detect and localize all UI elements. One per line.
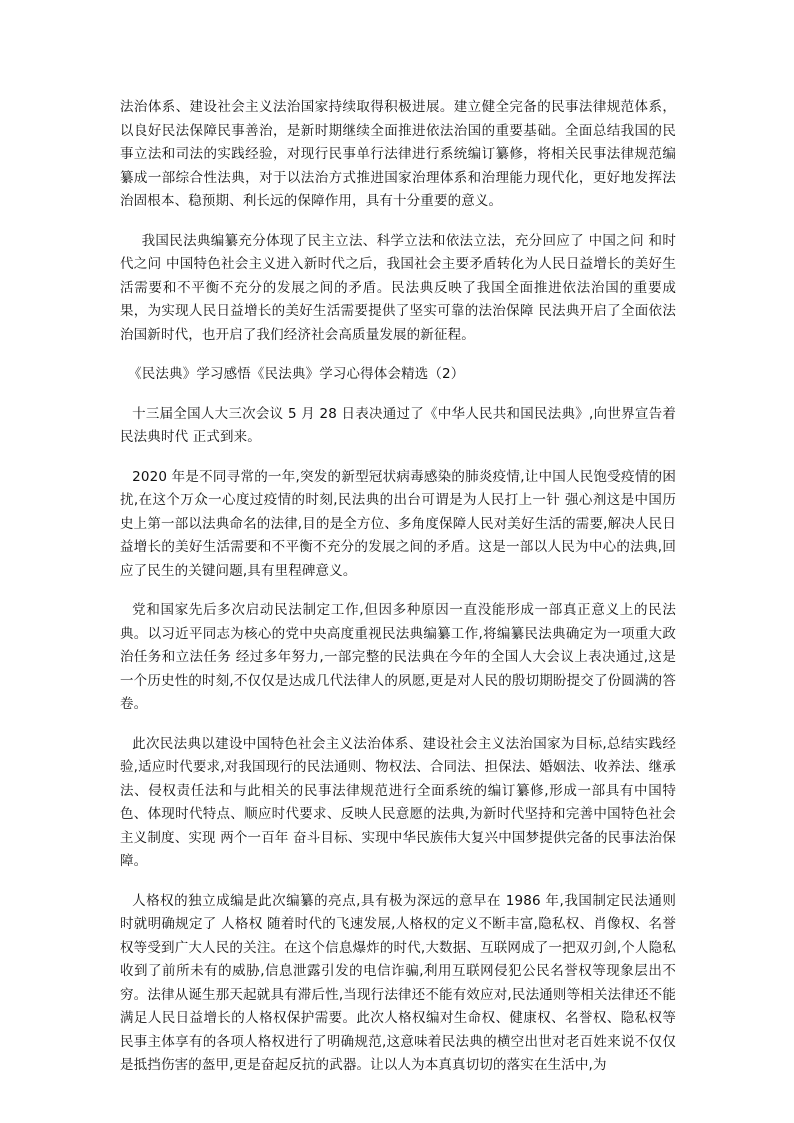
paragraph-adoption: 十三届全国人大三次会议 5 月 28 日表决通过了《中华人民共和国民法典》,向世界宣告着民法典时代 正式到来。 bbox=[120, 405, 676, 445]
paragraph-2020: 2020 年是不同寻常的一年,突发的新型冠状病毒感染的肺炎疫情,让中国人民饱受疫情的困扰,在这个万众一心度过疫情的时刻,民法典的出台可谓是为人民打上一针 强心剂这是中国历史上第一部以法典命名的法律,目的是全方位、多角度保障人民对美好生活的需要,解决人民日益增长的美好生活需要和不平衡不充分的发展之间的矛盾。这是一部以人民为中心的法典,回应了民生的关键问题,具有里程碑意义。 bbox=[120, 468, 676, 579]
paragraph-party-and-state: 党和国家先后多次启动民法制定工作,但因多种原因一直没能形成一部真正意义上的民法典。以习近平同志为核心的党中央高度重视民法典编纂工作,将编纂民法典确定为一项重大政治任务和立法任务 经过多年努力,一部完整的民法典在今年的全国人大会议上表决通过,这是一个历史性的时刻,不仅仅是达成几代法律人的夙愿,更是对人民的殷切期盼提交了份圆满的答卷。 bbox=[120, 602, 676, 712]
paragraph-democratic-legislation: 我国民法典编纂充分体现了民主立法、科学立法和依法立法，充分回应了 中国之问 和时代之问 中国特色社会主义进入新时代之后，我国社会主要矛盾转化为人民日益增长的美好生活需要和不平衡不充分的发展之间的矛盾。民法典反映了我国全面推进依法治国的重要成果，为实现人民日益增长的美好生活需要提供了坚实可靠的法治保障 民法典开启了全面依法治国新时代，也开启了我们经济社会高质量发展的新征程。 bbox=[120, 232, 676, 343]
paragraph-intro-continued: 法治体系、建设社会主义法治国家持续取得积极进展。建立健全完备的民事法律规范体系，以良好民法保障民事善治，是新时期继续全面推进依法治国的重要基础。全面总结我国的民事立法和司法的实践经验，对现行民事单行法律进行系统编订纂修，将相关民事法律规范编纂成一部综合性法典，对于以法治方式推进国家治理体系和治理能力现代化，更好地发挥法治固根本、稳预期、利长远的保障作用，具有十分重要的意义。 bbox=[120, 99, 676, 209]
paragraph-personality-rights: 人格权的独立成编是此次编纂的亮点,具有极为深远的意早在 1986 年,我国制定民法通则时就明确规定了 人格权 随着时代的飞速发展,人格权的定义不断丰富,隐私权、肖像权、名誉权等受到广大人民的关注。在这个信息爆炸的时代,大数据、互联网成了一把双刃剑,个人隐私收到了前所未有的威胁,信息泄露引发的电信诈骗,利用互联网侵犯公民名誉权等现象层出不穷。法律从诞生那天起就具有滞后性,当现行法律还不能有效应对,民法通则等相关法律还不能满足人民日益增长的人格权保护需要。此次人格权编对生命权、健康权、名誉权、隐私权等民事主体享有的各项人格权进行了明确规范,这意味着民法典的横空出世对老百姓来说不仅仅是抵挡伤害的盔甲,更是奋起反抗的武器。让以人为本真真切切的落实在生活中,为 bbox=[120, 892, 676, 1073]
paragraph-civil-code-goal: 此次民法典以建设中国特色社会主义法治体系、建设社会主义法治国家为目标,总结实践经验,适应时代要求,对我国现行的民法通则、物权法、合同法、担保法、婚姻法、收养法、继承法、侵权责任法和与此相关的民事法律规范进行全面系统的编订纂修,形成一部具有中国特色、体现时代特点、顺应时代要求、反映人民意愿的法典,为新时代坚持和完善中国特色社会主义制度、实现 两个一百年 奋斗目标、实现中华民族伟大复兴中国梦提供完备的民事法治保障。 bbox=[120, 735, 676, 869]
document-page bbox=[120, 96, 676, 1094]
section-heading: 《民法典》学习感悟《民法典》学习心得体会精选（2） bbox=[128, 366, 465, 382]
